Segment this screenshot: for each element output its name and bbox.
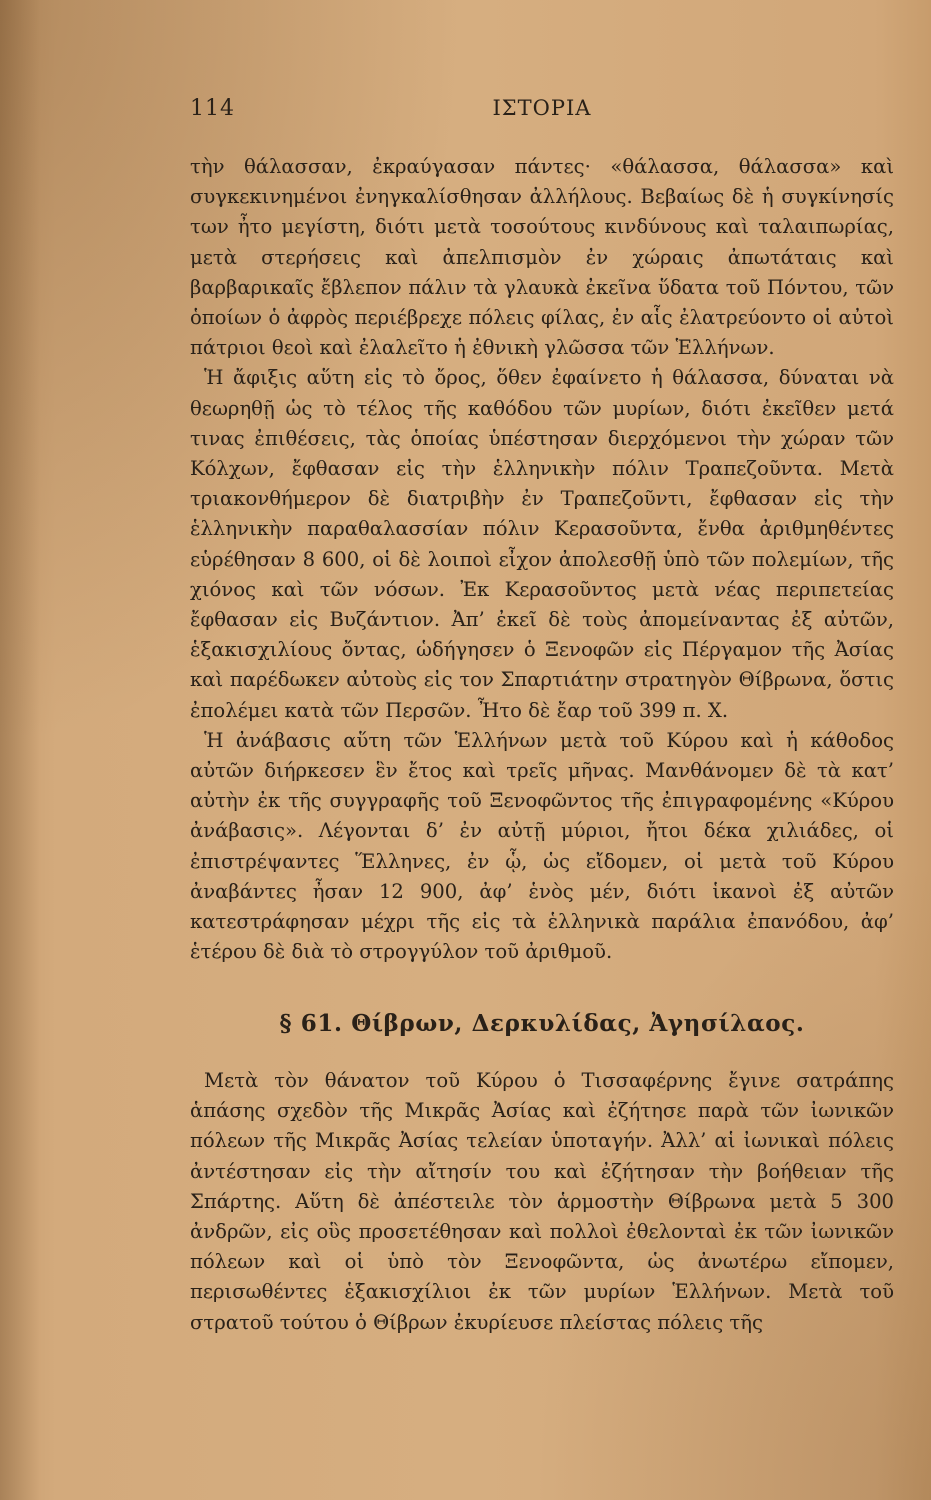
paragraph-section-61: Μετὰ τὸν θάνατον τοῦ Κύρου ὁ Τισσαφέρνης ἔγινε σατράπης ἁπάσης σχεδὸν τῆς Μικρᾶς Ἀσίας καὶ ἐζήτησε παρὰ τῶν ἰωνικῶν πόλεων τῆς Μικρᾶς Ἀσίας τελείαν ὑποταγήν. Ἀλλ’ αἱ ἰωνικαὶ πόλεις ἀντέστησαν εἰς τὴν αἴτησίν του καὶ ἐζήτησαν τὴν βοήθειαν τῆς Σπάρτης. Αὕτη δὲ ἀπέστειλε τὸν ἁρμοστὴν Θίβρωνα μετὰ 5 300 ἀνδρῶν, εἰς οὓς προσετέθησαν καὶ πολλοὶ ἐθελονταὶ ἐκ τῶν ἰωνικῶν πόλεων καὶ οἱ ὑπὸ τὸν Ξενοφῶντα, ὡς ἀνωτέρω εἴπομεν, περισωθέντες ἑξακισχίλιοι ἐκ τῶν μυρίων Ἑλλήνων. Μετὰ τοῦ στρατοῦ τούτου ὁ Θίβρων ἐκυρίευσε πλείστας πόλεις τῆς — [190, 1069, 894, 1334]
section-heading: § 61. Θίβρων, Δερκυλίδας, Ἀγησίλαος. — [279, 1010, 805, 1037]
main-text-block — [190, 152, 894, 967]
page-number: 114 — [190, 96, 235, 121]
running-head: ΙΣΤΟΡΙΑ — [492, 96, 592, 120]
paragraph-anabasis-summary: Ἡ ἀνάβασις αὕτη τῶν Ἑλλήνων μετὰ τοῦ Κύρου καὶ ἡ κάθοδος αὐτῶν διήρκεσεν ἓν ἔτος καὶ τρεῖς μῆνας. Μανθάνομεν δὲ τὰ κατ’ αὐτὴν ἐκ τῆς συγγραφῆς τοῦ Ξενοφῶντος τῆς ἐπιγραφομένης «Κύρου ἀνάβασις». Λέγονται δ’ ἐν αὐτῇ μύριοι, ἤτοι δέκα χιλιάδες, οἱ ἐπιστρέψαντες Ἕλληνες, ἐν ᾧ, ὡς εἴδομεν, οἱ μετὰ τοῦ Κύρου ἀναβάντες ἦσαν 12 900, ἀφ’ ἑνὸς μέν, διότι ἱκανοὶ ἐξ αὐτῶν κατεστράφησαν μέχρι τῆς εἰς τὰ ἑλληνικὰ παράλια ἐπανόδου, ἀφ’ ἑτέρου δὲ διὰ τὸ στρογγύλον τοῦ ἀριθμοῦ. — [190, 728, 894, 964]
paragraph-return-journey: Ἡ ἄφιξις αὕτη εἰς τὸ ὄρος, ὅθεν ἐφαίνετο ἡ θάλασσα, δύναται νὰ θεωρηθῇ ὡς τὸ τέλος τῆς καθόδου τῶν μυρίων, διότι ἐκεῖθεν μετά τινας ἐπιθέσεις, τὰς ὁποίας ὑπέστησαν διερχόμενοι τὴν χώραν τῶν Κόλχων, ἔφθασαν εἰς τὴν ἑλληνικὴν πόλιν Τραπεζοῦντα. Μετὰ τριακονθήμερον δὲ διατριβὴν ἐν Τραπεζοῦντι, ἔφθασαν εἰς τὴν ἑλληνικὴν παραθαλασσίαν πόλιν Κερασοῦντα, ἔνθα ἀριθμηθέντες εὑρέθησαν 8 600, οἱ δὲ λοιποὶ εἶχον ἀπολεσθῇ ὑπὸ τῶν πολεμίων, τῆς χιόνος καὶ τῶν νόσων. Ἐκ Κερασοῦντος μετὰ νέας περιπετείας ἔφθασαν εἰς Βυζάντιον. Ἀπ’ ἐκεῖ δὲ τοὺς ἀπομείναντας ἐξ αὐτῶν, ἑξακισχιλίους ὄντας, ὡδήγησεν ὁ Ξενοφῶν εἰς Πέργαμον τῆς Ἀσίας καὶ παρέδωκεν αὐτοὺς εἰς τον Σπαρτιάτην στρατηγὸν Θίβρωνα, ὅστις ἐπολέμει κατὰ τῶν Περσῶν. Ἦτο δὲ ἔαρ τοῦ 399 π. Χ. — [190, 366, 894, 722]
page-edge-shadow — [0, 0, 40, 1500]
page-header — [190, 96, 894, 130]
paragraph-sea-sighting: τὴν θάλασσαν, ἐκραύγασαν πάντες· «θάλασσα, θάλασσα» καὶ συγκεκινημένοι ἐνηγκαλίσθησαν ἀλλήλους. Βεβαίως δὲ ἡ συγκίνησίς των ἦτο μεγίστη, διότι μετὰ τοσούτους κινδύνους καὶ ταλαιπωρίας, μετὰ στερήσεις καὶ ἀπελπισμὸν ἐν χώραις ἀπωτάταις καὶ βαρβαρικαῖς ἔβλεπον πάλιν τὰ γλαυκὰ ἐκεῖνα ὕδατα τοῦ Πόντου, τῶν ὁποίων ὁ ἀφρὸς περιέβρεχε πόλεις φίλας, ἐν αἷς ἐλατρεύοντο οἱ αὐτοὶ πάτριοι θεοὶ καὶ ἐλαλεῖτο ἡ ἐθνικὴ γλῶσσα τῶν Ἑλλήνων. — [190, 155, 894, 360]
section-text-block — [190, 1066, 894, 1338]
